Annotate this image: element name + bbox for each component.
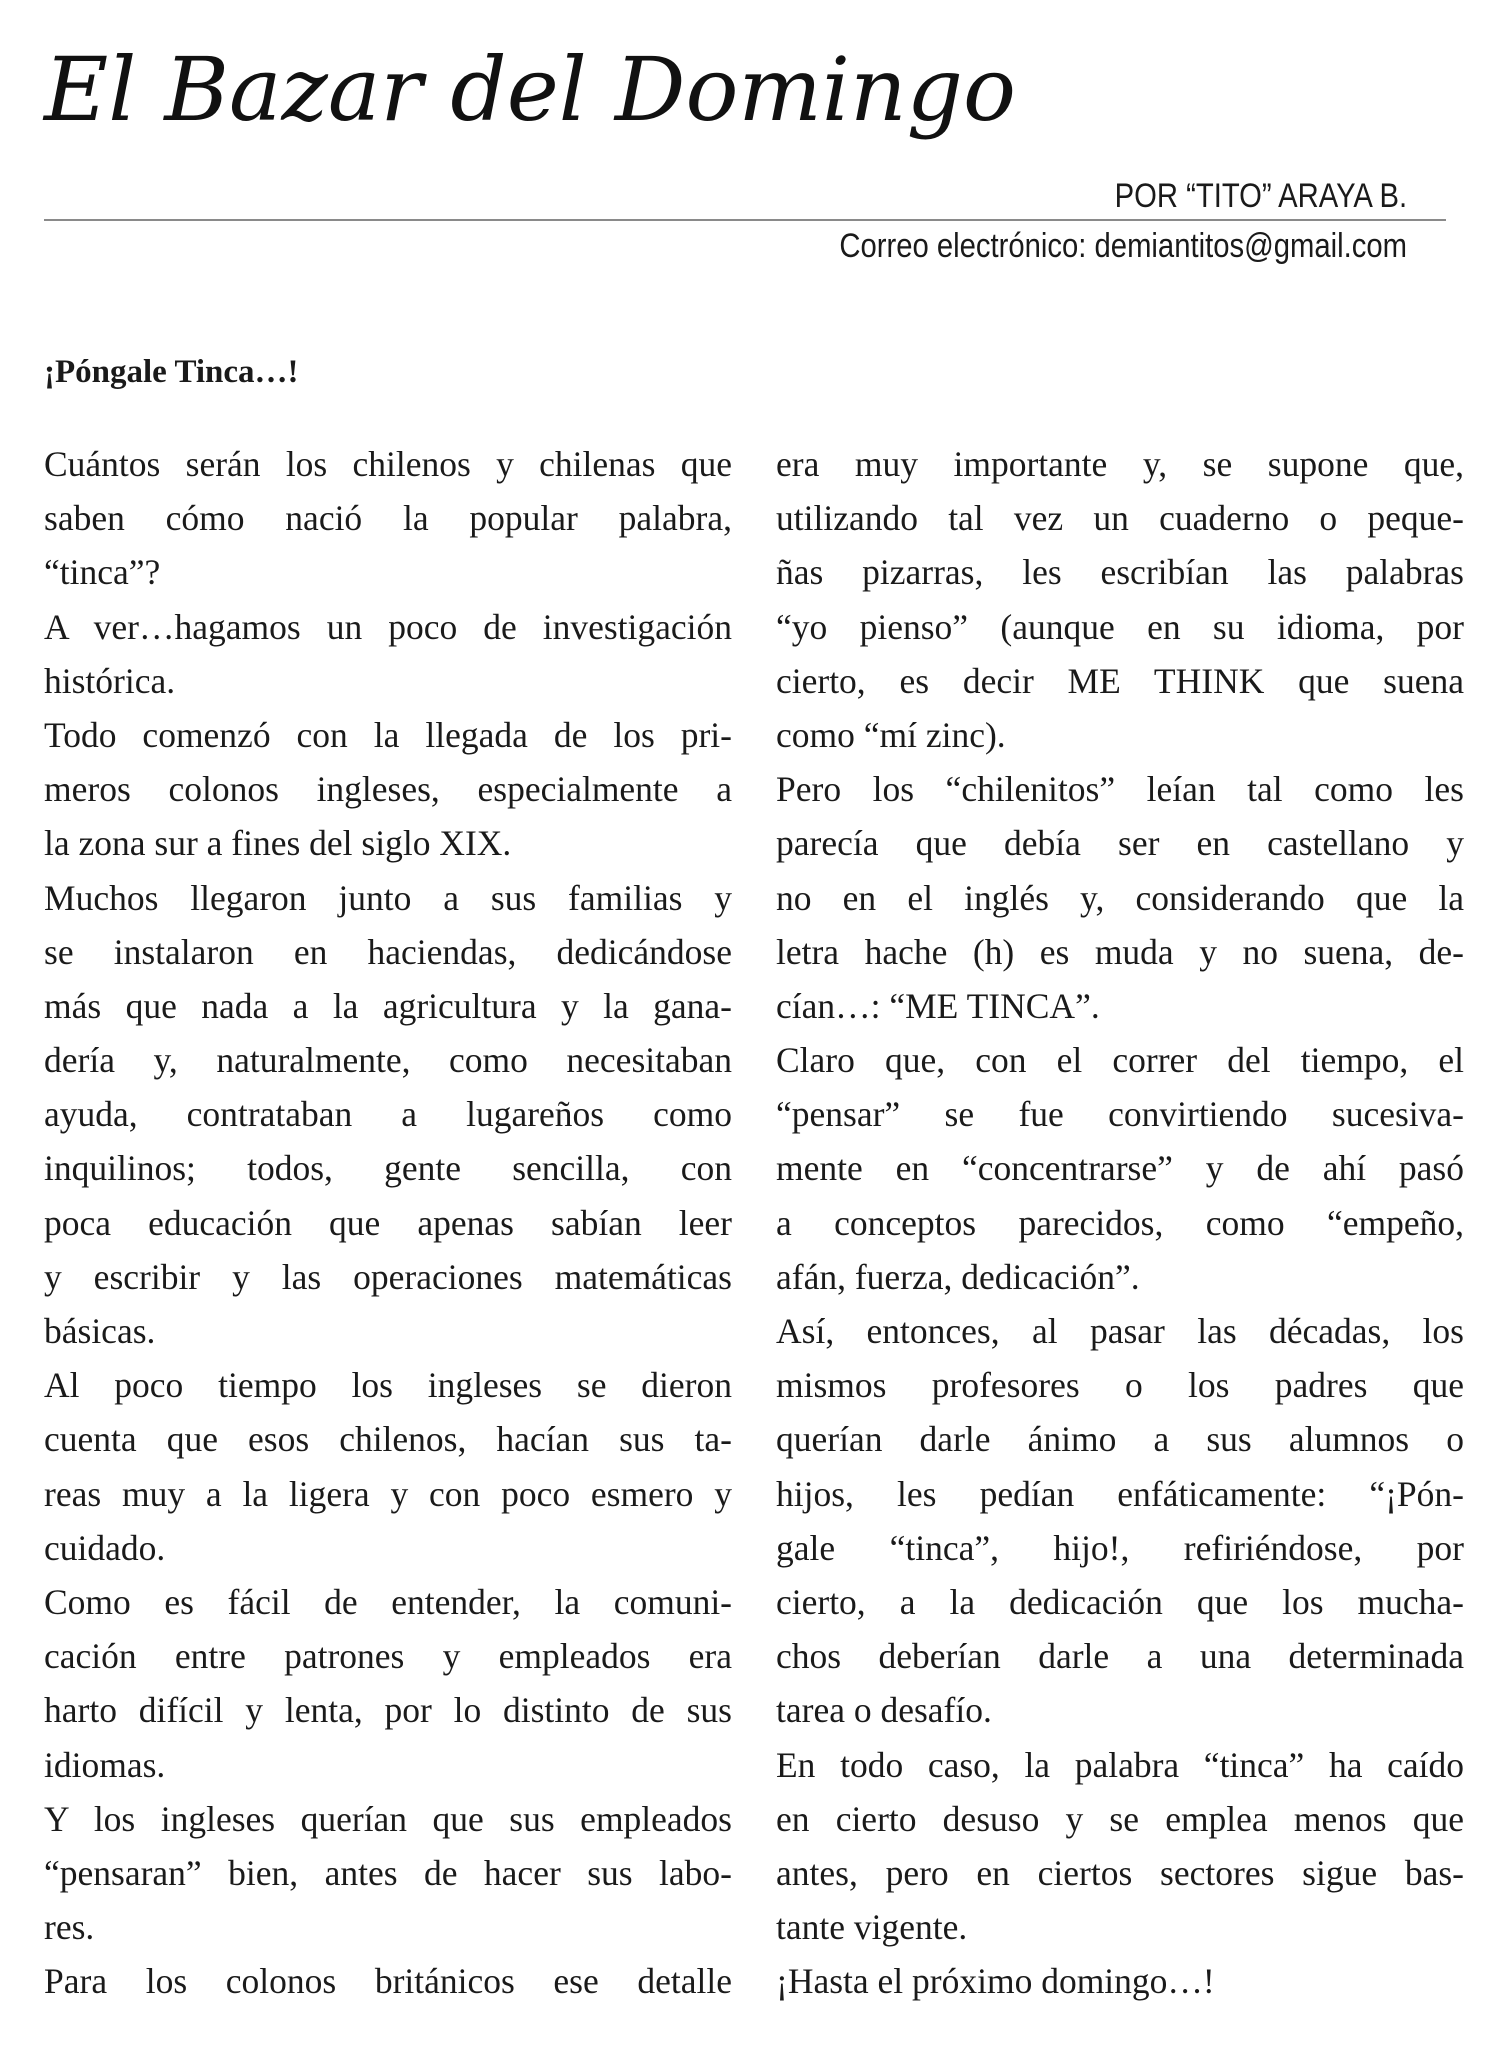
text-line: mismos profesores o los padres que (776, 1365, 1464, 1406)
text-line: “yo pienso” (aunque en su idioma, por (776, 606, 1464, 647)
text-line: Cuántos serán los chilenos y chilenas que (44, 444, 732, 484)
header-divider (44, 219, 1446, 221)
text-line: cierto, a la dedicación que los mucha- (776, 1581, 1464, 1622)
text-line: idiomas. (44, 1744, 166, 1785)
text-line: “pensar” se fue convirtiendo sucesiva- (776, 1094, 1464, 1135)
text-line: “tinca”? (44, 552, 161, 593)
text-line: ¡Hasta el próximo domingo…! (776, 1961, 1215, 2002)
text-line: en cierto desuso y se emplea menos que (776, 1798, 1464, 1839)
text-line: tarea o desafío. (776, 1690, 992, 1731)
article-column-left (44, 437, 732, 2008)
text-line: chos deberían darle a una determinada (776, 1636, 1464, 1677)
text-line: inquilinos; todos, gente sencilla, con (44, 1148, 732, 1189)
text-line: querían darle ánimo a sus alumnos o (776, 1419, 1464, 1460)
text-line: como “mí zinc). (776, 714, 1006, 755)
text-line: ayuda, contrataban a lugareños como (44, 1094, 732, 1135)
text-line: afán, fuerza, dedicación”. (776, 1256, 1140, 1297)
text-line: tante vigente. (776, 1907, 968, 1948)
text-line: dería y, naturalmente, como necesitaban (44, 1040, 732, 1081)
text-line: “pensaran” bien, antes de hacer sus labo- (44, 1852, 732, 1893)
author-email: Correo electrónico: demiantitos@gmail.com (839, 227, 1407, 265)
text-line: Claro que, con el correr del tiempo, el (776, 1040, 1464, 1081)
author-byline: POR “TITO” ARAYA B. (1114, 177, 1407, 215)
text-line: meros colonos ingleses, especialmente a (44, 769, 732, 810)
text-line: Todo comenzó con la llegada de los pri- (44, 714, 732, 755)
text-line: res. (44, 1907, 95, 1948)
text-line: Como es fácil de entender, la comuni- (44, 1581, 732, 1622)
text-line: parecía que debía ser en castellano y (776, 823, 1464, 864)
column-masthead: El Bazar del Domingo (44, 38, 1016, 141)
text-line: cuidado. (44, 1527, 166, 1568)
text-line: poca educación que apenas sabían leer (44, 1202, 732, 1243)
article-column-right (776, 437, 1464, 2008)
text-line: básicas. (44, 1311, 156, 1351)
text-line: A ver…hagamos un poco de investigación (44, 606, 732, 647)
text-line: saben cómo nació la popular palabra, (44, 498, 732, 539)
text-line: Y los ingleses querían que sus empleados (44, 1798, 732, 1839)
text-line: utilizando tal vez un cuaderno o peque- (776, 498, 1464, 539)
text-line: Así, entonces, al pasar las décadas, los (776, 1311, 1464, 1351)
text-line: letra hache (h) es muda y no suena, de- (776, 931, 1464, 972)
text-line: más que nada a la agricultura y la gana- (44, 985, 732, 1026)
text-line: harto difícil y lenta, por lo distinto de sus (44, 1690, 732, 1731)
article-headline: ¡Póngale Tinca…! (44, 354, 299, 390)
text-line: era muy importante y, se supone que, (776, 444, 1464, 484)
text-line: Pero los “chilenitos” leían tal como les (776, 769, 1464, 810)
text-line: Al poco tiempo los ingleses se dieron (44, 1365, 732, 1406)
text-line: a conceptos parecidos, como “empeño, (776, 1202, 1464, 1243)
text-line: no en el inglés y, considerando que la (776, 877, 1464, 918)
text-line: Muchos llegaron junto a sus familias y (44, 877, 732, 918)
text-line: cierto, es decir ME THINK que suena (776, 660, 1464, 701)
text-line: cación entre patrones y empleados era (44, 1636, 732, 1677)
text-line: cuenta que esos chilenos, hacían sus ta- (44, 1419, 732, 1460)
text-line: hijos, les pedían enfáticamente: “¡Pón- (776, 1473, 1464, 1514)
text-line: la zona sur a fines del siglo XIX. (44, 823, 512, 864)
text-line: mente en “concentrarse” y de ahí pasó (776, 1148, 1464, 1189)
text-line: histórica. (44, 660, 176, 701)
text-line: ñas pizarras, les escribían las palabras (776, 552, 1464, 593)
text-line: se instalaron en haciendas, dedicándose (44, 931, 732, 972)
text-line: Para los colonos británicos ese detalle (44, 1961, 732, 2002)
text-line: antes, pero en ciertos sectores sigue bas- (776, 1852, 1464, 1893)
text-line: reas muy a la ligera y con poco esmero y (44, 1473, 732, 1514)
text-line: En todo caso, la palabra “tinca” ha caído (776, 1744, 1464, 1785)
text-line: cían…: “ME TINCA”. (776, 985, 1100, 1026)
text-line: gale “tinca”, hijo!, refiriéndose, por (776, 1527, 1464, 1568)
text-line: y escribir y las operaciones matemáticas (44, 1256, 732, 1297)
